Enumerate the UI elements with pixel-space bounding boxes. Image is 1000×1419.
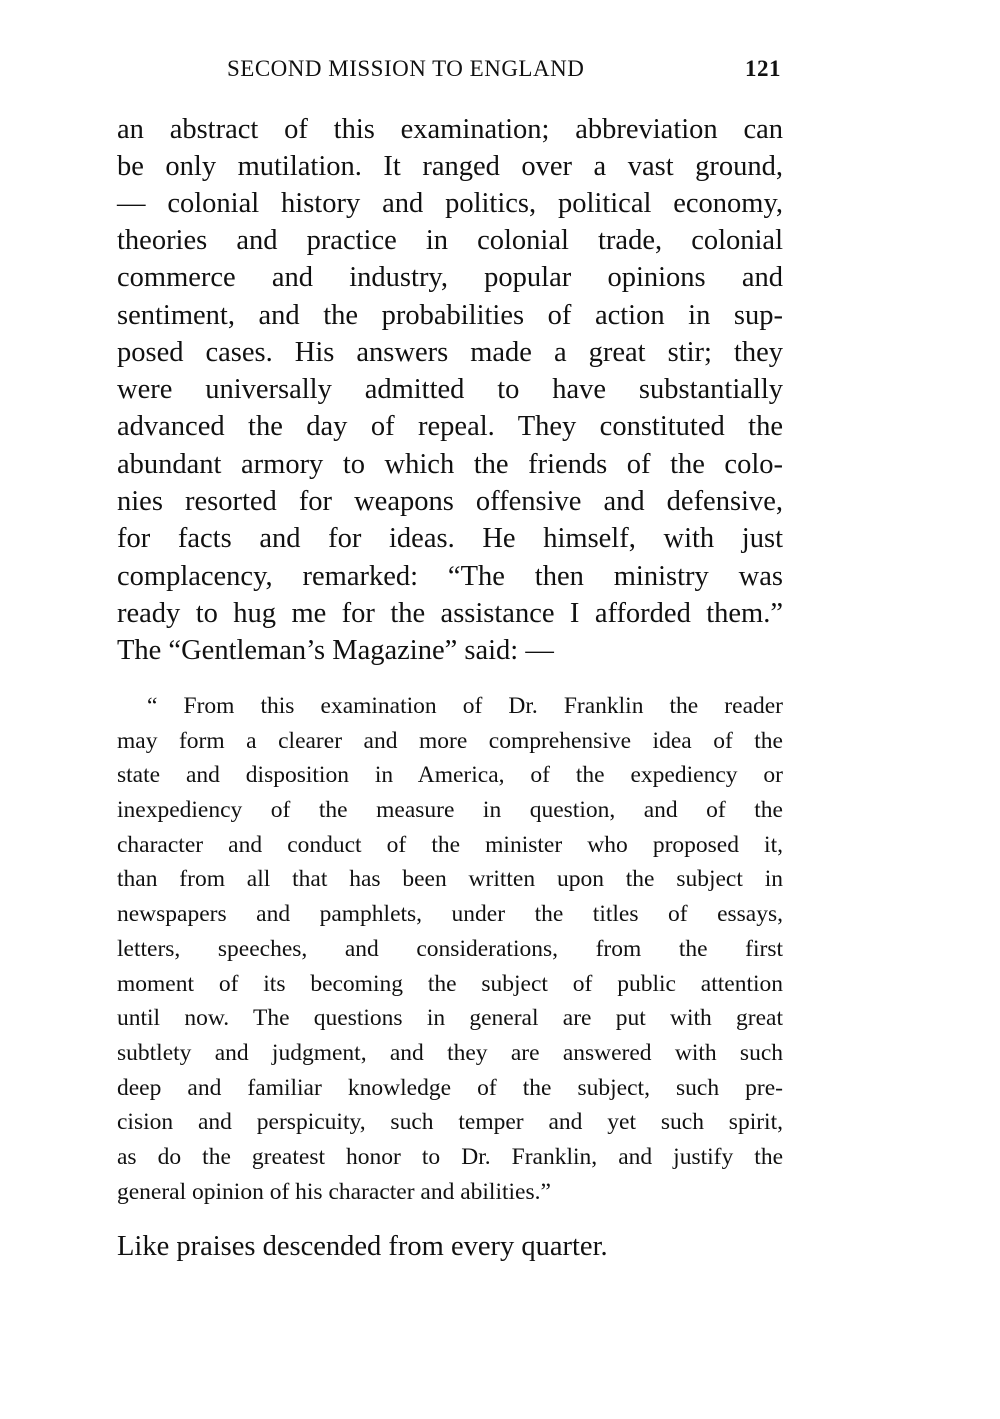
text-line: commerce and industry, popular opinions and [117,262,783,293]
text-line: sentiment, and the probabilities of action in sup- [117,300,783,331]
quote-line: subtlety and judgment, and they are answered with such [117,1040,783,1066]
quote-line: “ From this examination of Dr. Franklin the reader [147,693,783,719]
text-line: ready to hug me for the assistance I afforded them.” [117,598,783,629]
text-line: — colonial history and politics, political economy, [117,188,783,219]
quote-line: may form a clearer and more comprehensive idea of the [117,728,783,754]
quote-line: inexpediency of the measure in question, and of the [117,797,783,823]
text-line: The “Gentleman’s Magazine” said: — [117,635,554,666]
quote-line: than from all that has been written upon the subject in [117,866,783,892]
quote-line: as do the greatest honor to Dr. Franklin, and justify the [117,1144,783,1170]
text-line: abundant armory to which the friends of the colo- [117,449,783,480]
running-head [117,56,783,88]
quote-line: character and conduct of the minister who proposed it, [117,832,783,858]
quote-line: newspapers and pamphlets, under the titles of essays, [117,901,783,927]
text-line: theories and practice in colonial trade, colonial [117,225,783,256]
text-line: complacency, remarked: “The then ministry was [117,561,783,592]
text-line: be only mutilation. It ranged over a vast ground, [117,151,783,182]
quote-line: moment of its becoming the subject of public attention [117,971,783,997]
text-line: were universally admitted to have substantially [117,374,783,405]
text-line: for facts and for ideas. He himself, with just [117,523,783,554]
quote-line: general opinion of his character and abilities.” [117,1179,551,1205]
quote-line: letters, speeches, and considerations, from the first [117,936,783,962]
text-line: an abstract of this examination; abbreviation can [117,114,783,145]
text-line: nies resorted for weapons offensive and defensive, [117,486,783,517]
page-number: 121 [745,56,781,81]
quote-line: cision and perspicuity, such temper and yet such spirit, [117,1109,783,1135]
quote-line: until now. The questions in general are put with great [117,1005,783,1031]
closing-paragraph: Like praises descended from every quarter. [117,1231,608,1262]
running-title: SECOND MISSION TO ENGLAND [227,56,585,81]
text-line: advanced the day of repeal. They constituted the [117,411,783,442]
quote-line: state and disposition in America, of the expediency or [117,762,783,788]
text-line: posed cases. His answers made a great stir; they [117,337,783,368]
quote-line: deep and familiar knowledge of the subject, such pre- [117,1075,783,1101]
